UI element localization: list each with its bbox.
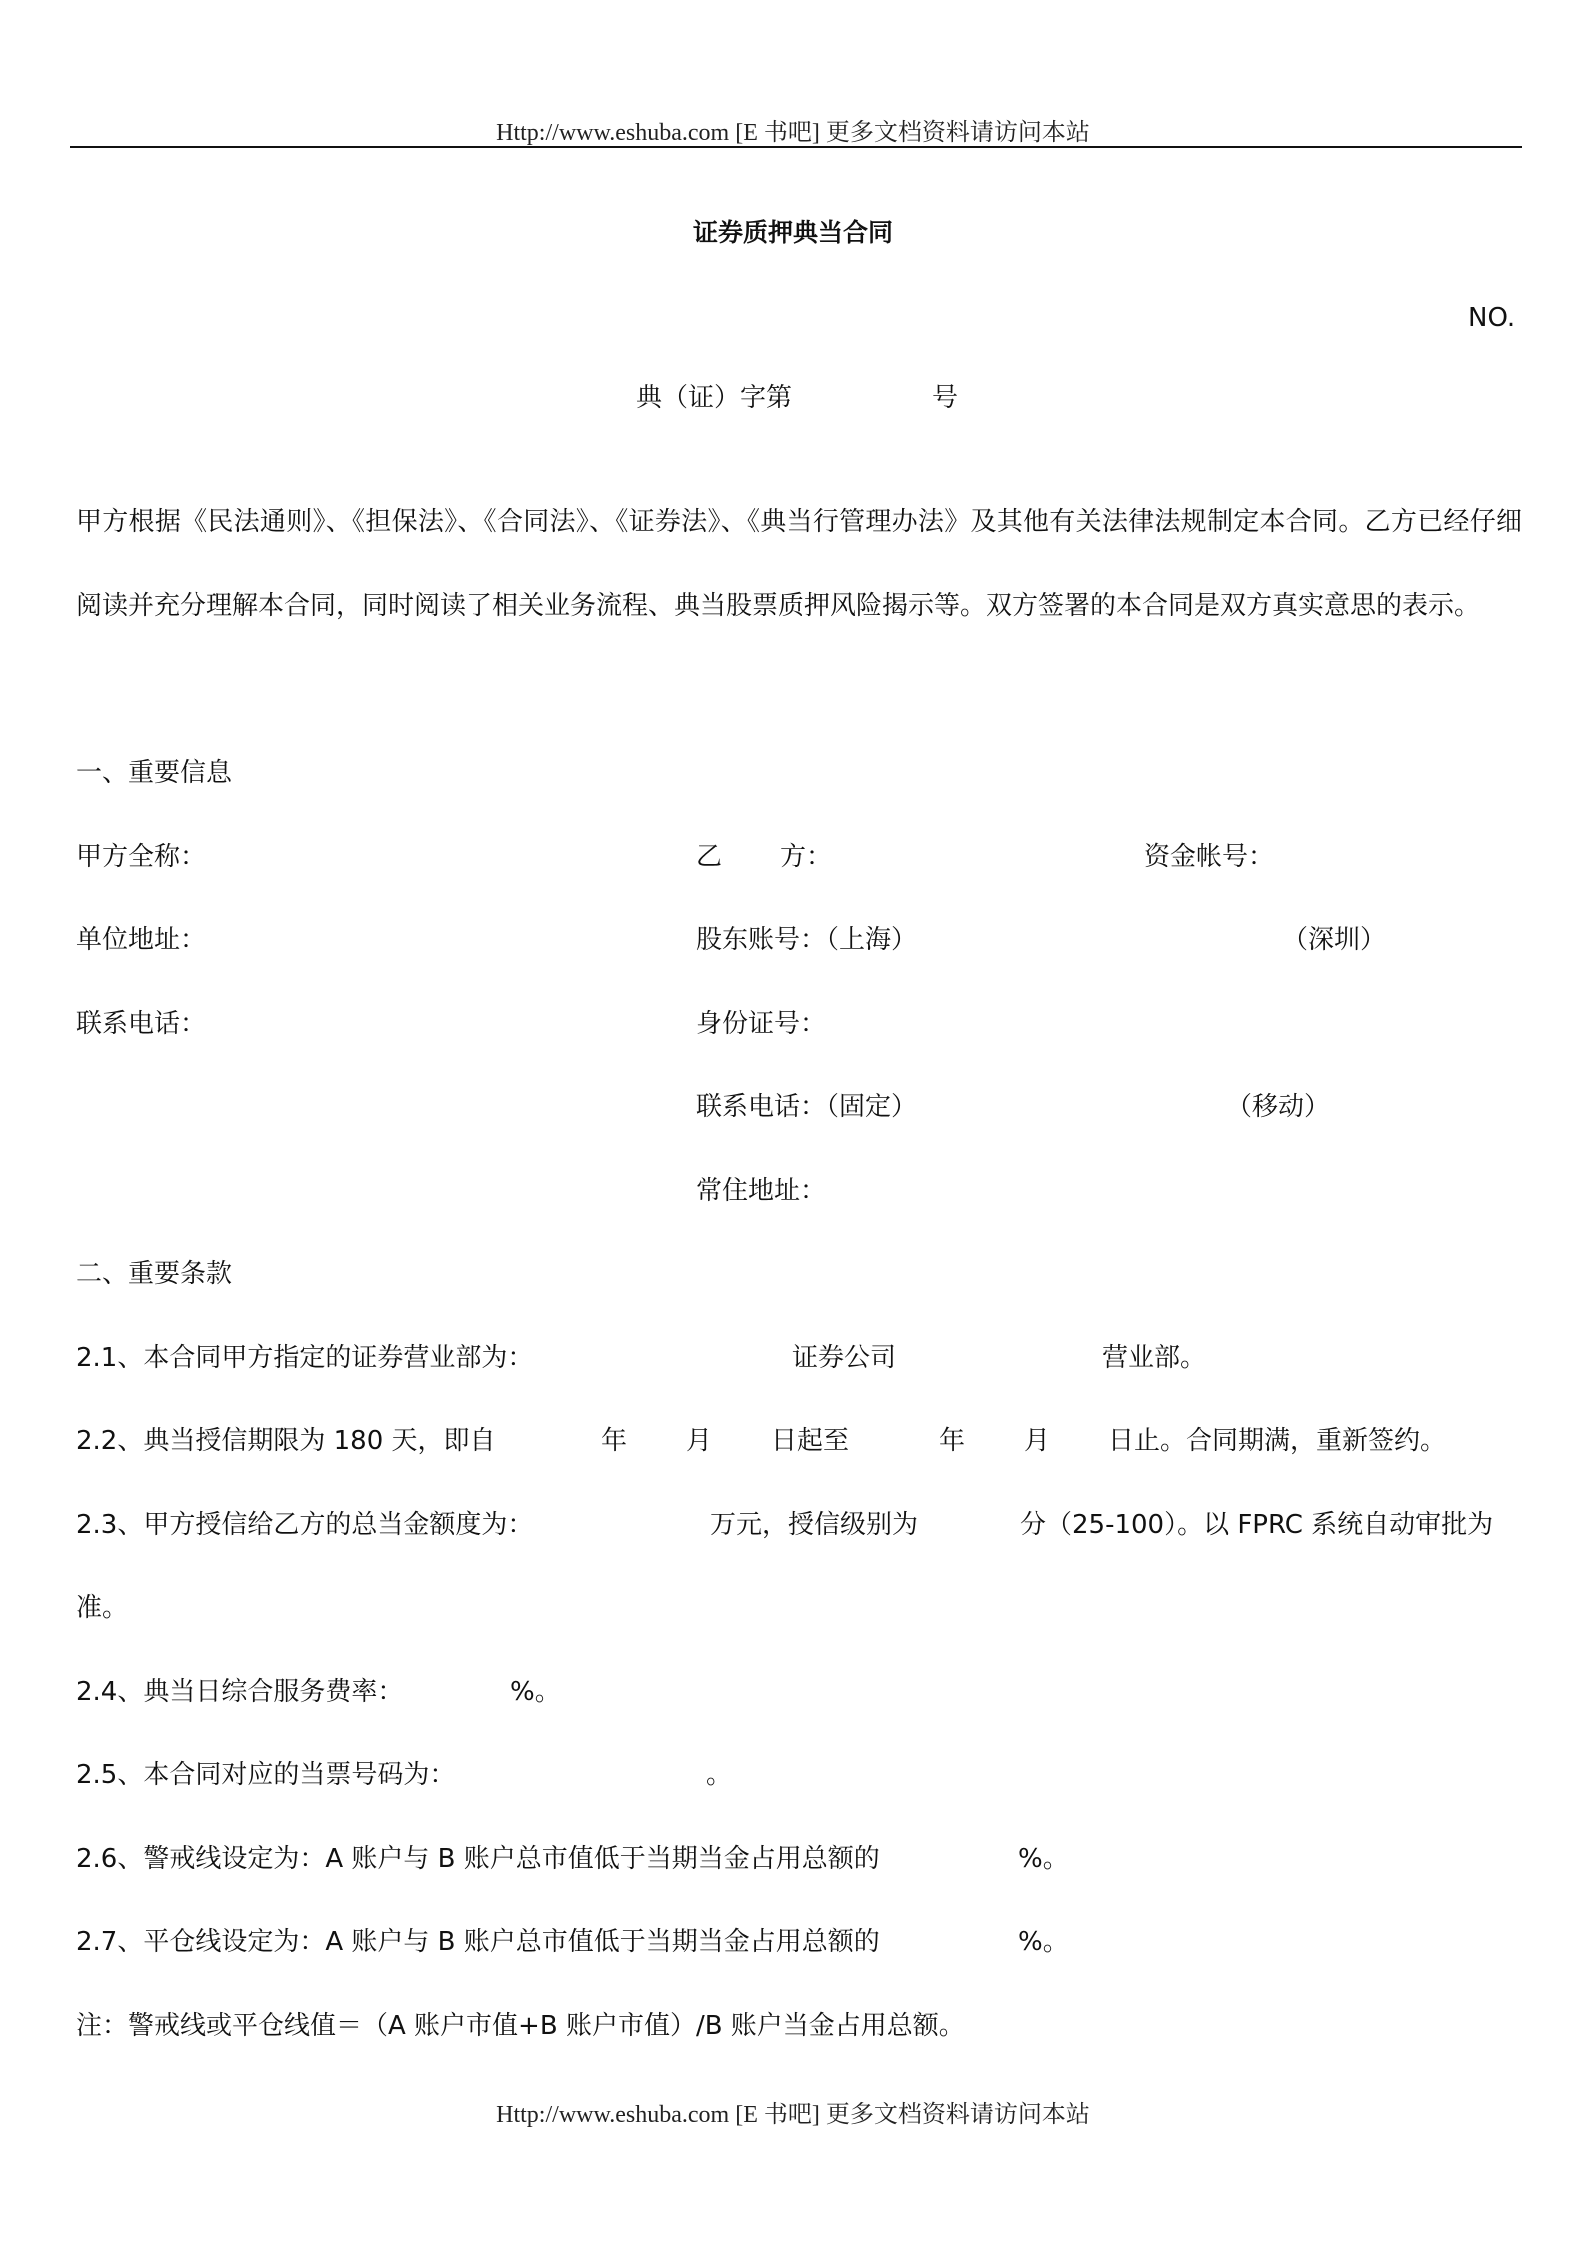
- note-line: 注：警戒线或平仓线值＝（A 账户市值+B 账户市值）/B 账户当金占用总额。: [76, 2011, 965, 2041]
- footer-site-line: Http://www.eshuba.com [E 书吧] 更多文档资料请访问本站: [496, 2102, 1090, 2128]
- clause-2-5-end: 。: [706, 1760, 733, 1790]
- clause-2-6-label: 2.6、警戒线设定为：A 账户与 B 账户总市值低于当期当金占用总额的: [76, 1844, 880, 1874]
- clause-2-2-month2: 月: [1024, 1426, 1051, 1456]
- header-site-line: Http://www.eshuba.com [E 书吧] 更多文档资料请访问本站: [496, 120, 1090, 146]
- ref-suffix: 号: [932, 383, 959, 413]
- header-rule: [70, 146, 1522, 148]
- clause-2-5-label: 2.5、本合同对应的当票号码为：: [76, 1760, 456, 1790]
- clause-2-2-year2: 年: [939, 1426, 966, 1456]
- intro-paragraph: 甲方根据《民法通则》、《担保法》、《合同法》、《证券法》、《典当行管理办法》及其他有关法律法规制定本合同。乙方已经仔细阅读并充分理解本合同，同时阅读了相关业务流程、典当股票质押风险揭示等。双方签署的本合同是双方真实意思的表示。: [76, 507, 1522, 621]
- contract-no-label: NO.: [1468, 303, 1516, 333]
- clause-2-2-year1: 年: [601, 1426, 628, 1456]
- document-title: 证券质押典当合同: [692, 218, 893, 247]
- clause-2-2-day1: 日起至: [771, 1426, 850, 1456]
- party-b-label-2: 方：: [780, 842, 833, 872]
- shareholder-account-label: 股东账号：（上海）: [696, 925, 918, 955]
- party-b-label-1: 乙: [696, 842, 723, 872]
- clause-2-1-securities: 证券公司: [792, 1343, 897, 1373]
- clause-2-2-label: 2.2、典当授信期限为 180 天，即自: [76, 1426, 496, 1456]
- clause-2-6-percent: %。: [1018, 1844, 1069, 1874]
- unit-address-label: 单位地址：: [76, 925, 207, 955]
- shenzhen-label: （深圳）: [1282, 925, 1387, 955]
- clause-2-4-percent: %。: [510, 1677, 561, 1707]
- clause-2-2-end: 日止。合同期满，重新签约。: [1108, 1426, 1447, 1456]
- phone-a-label: 联系电话：: [76, 1009, 207, 1039]
- clause-2-4-label: 2.4、典当日综合服务费率：: [76, 1677, 404, 1707]
- clause-2-1-branch: 营业部。: [1102, 1343, 1207, 1373]
- clause-2-7-percent: %。: [1018, 1927, 1069, 1957]
- clause-2-3-end: 准。: [76, 1593, 129, 1623]
- section1-heading: 一、重要信息: [76, 758, 233, 788]
- clause-2-3-level: 分（25-100）。以 FPRC 系统自动审批为: [1020, 1510, 1494, 1540]
- id-number-label: 身份证号：: [696, 1009, 827, 1039]
- mobile-label: （移动）: [1226, 1092, 1331, 1122]
- party-a-name-label: 甲方全称：: [76, 842, 207, 872]
- clause-2-2-month1: 月: [686, 1426, 713, 1456]
- section2-heading: 二、重要条款: [76, 1259, 233, 1289]
- phone-b-label: 联系电话：（固定）: [696, 1092, 918, 1122]
- clause-2-7-label: 2.7、平仓线设定为：A 账户与 B 账户总市值低于当期当金占用总额的: [76, 1927, 880, 1957]
- clause-2-3-amount: 万元，授信级别为: [710, 1510, 919, 1540]
- clause-2-1-label: 2.1、本合同甲方指定的证券营业部为：: [76, 1343, 534, 1373]
- residence-label: 常住地址：: [696, 1176, 827, 1206]
- ref-prefix: 典（证）字第: [636, 383, 793, 413]
- clause-2-3-label: 2.3、甲方授信给乙方的总当金额度为：: [76, 1510, 534, 1540]
- fund-account-label: 资金帐号：: [1144, 842, 1275, 872]
